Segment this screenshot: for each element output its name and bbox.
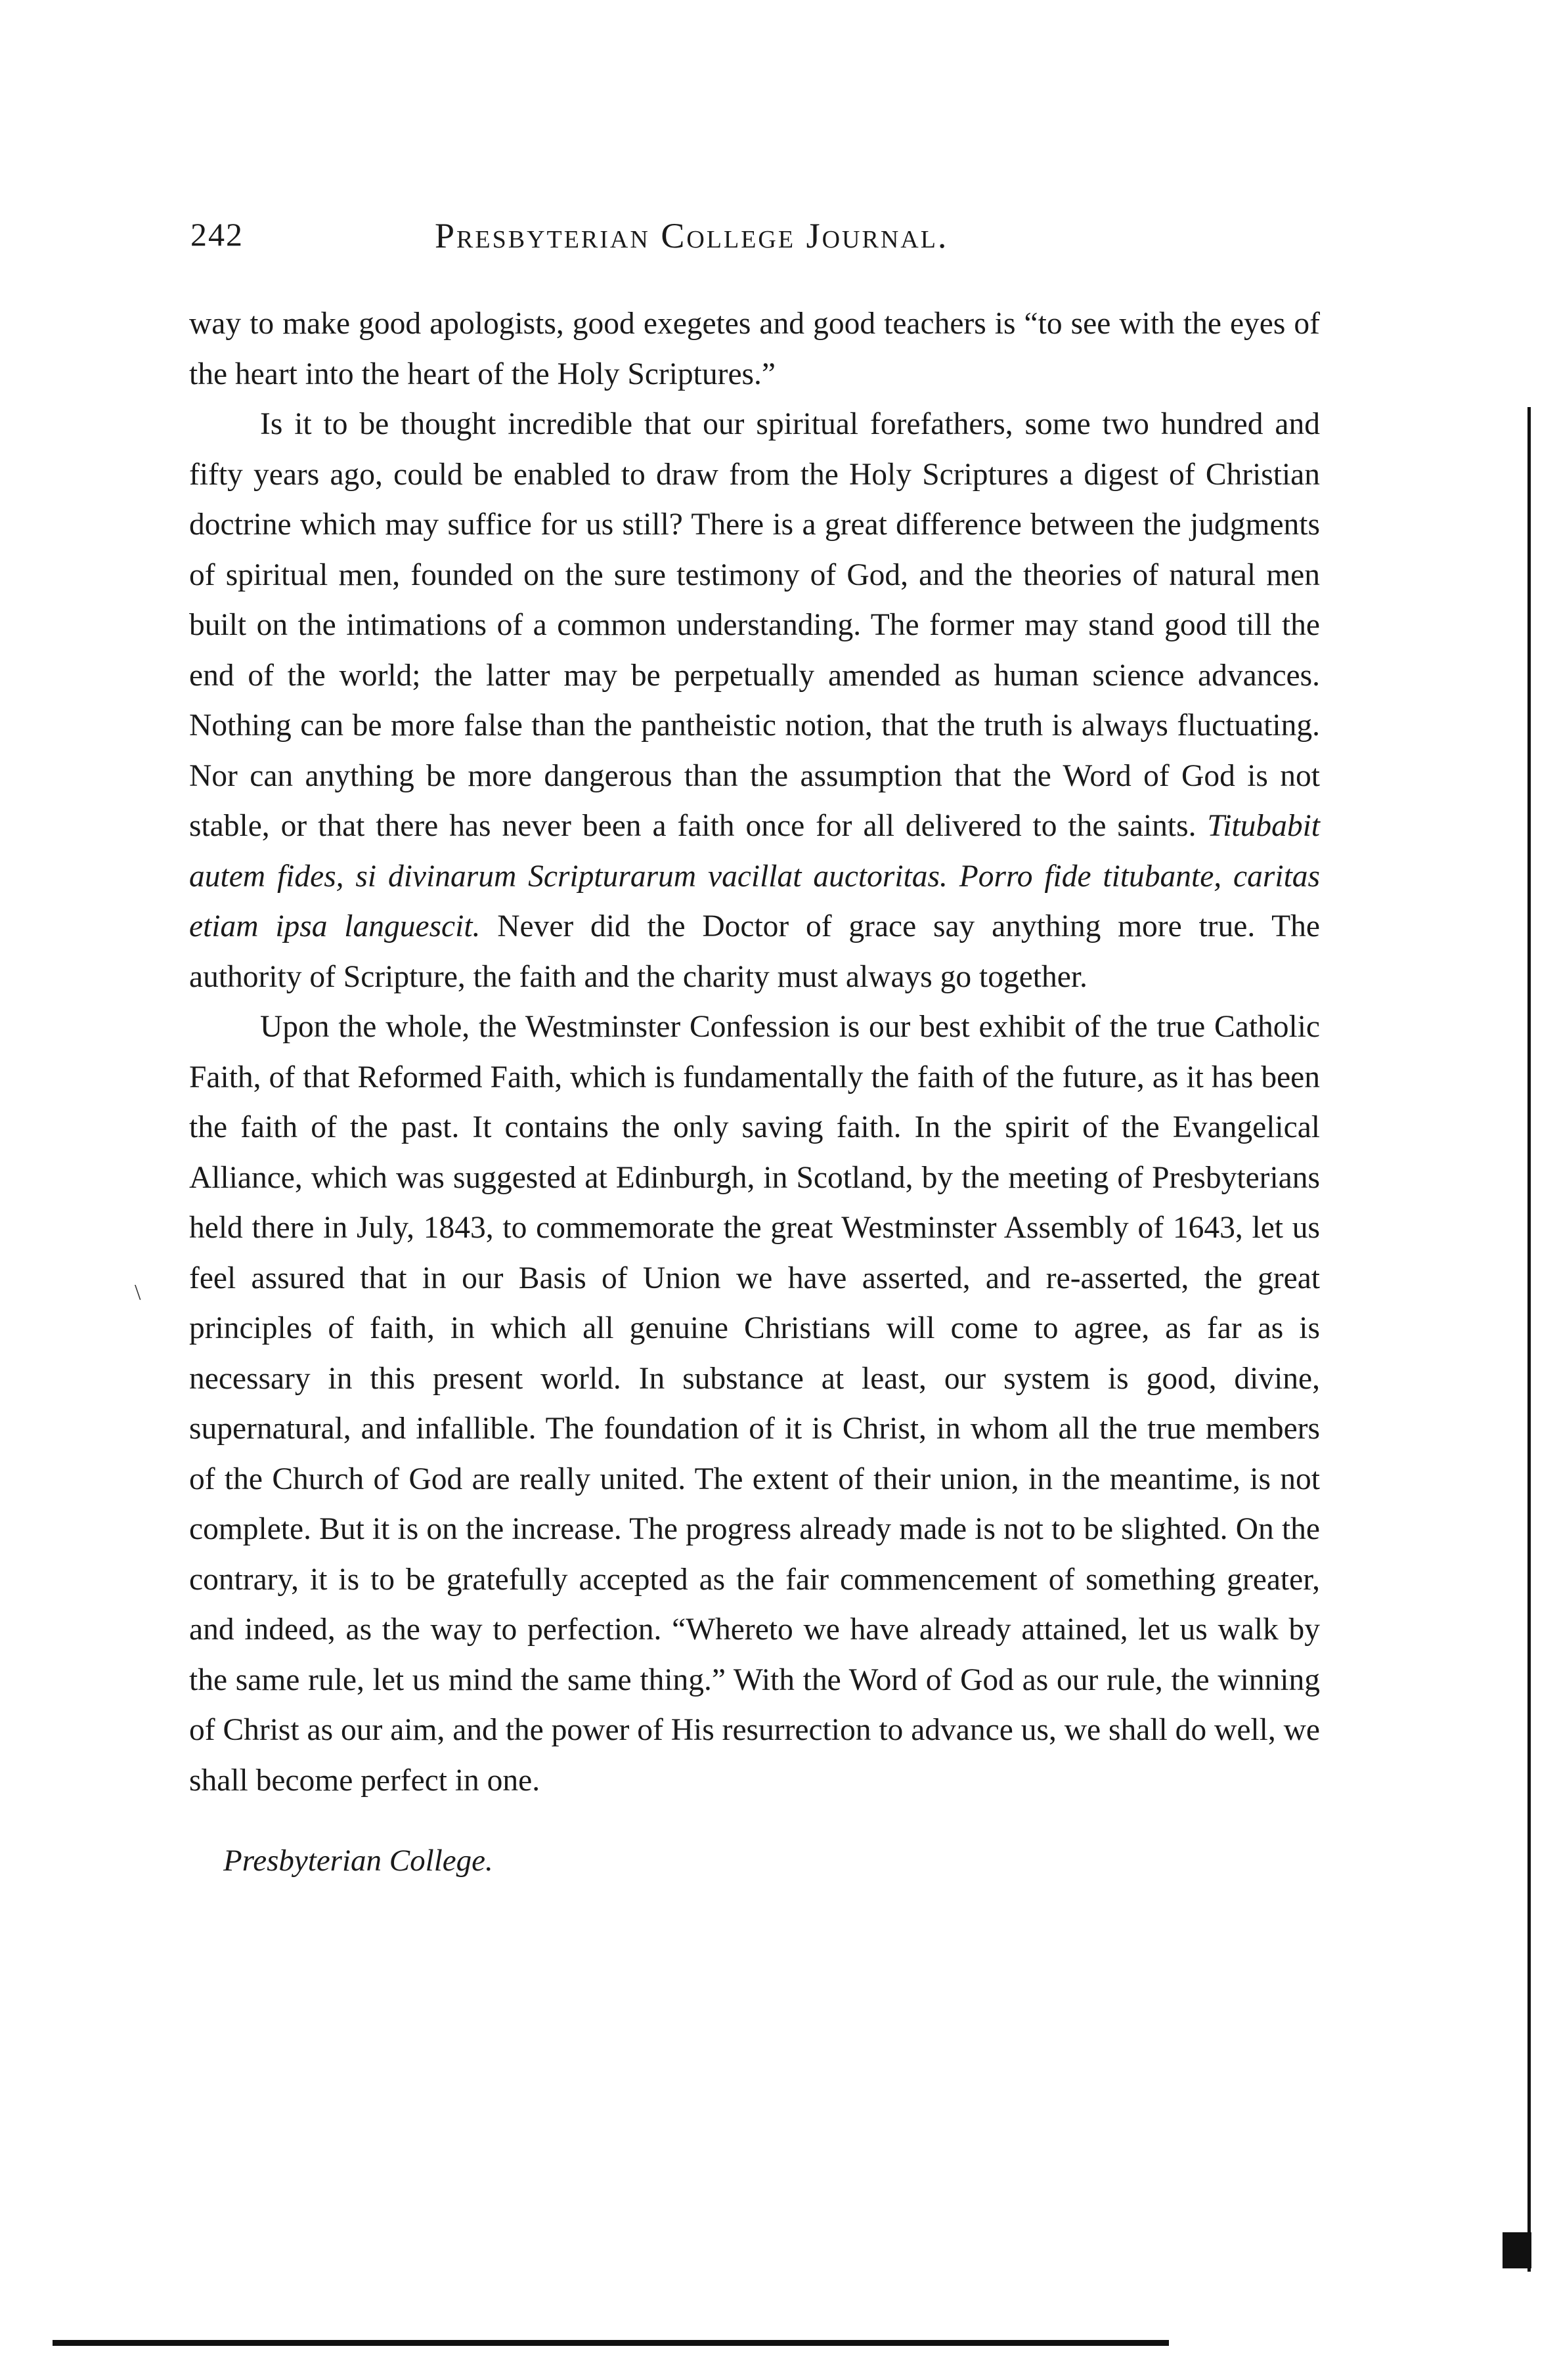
scan-edge-right-tail xyxy=(1503,2232,1531,2268)
paragraph-spiritual-forefathers xyxy=(189,399,1320,1002)
paragraph-text: Is it to be thought incredible that our spiritual forefathers, some two hundred and fifty years ago, could be enabled to draw from the Holy Scriptures a digest of Christian doctrine which may suffice for us still? There is a great difference between the judgments of spiritual men, founded on the sure testimony of God, and the theories of natural men built on the intimations of a common understanding. The former may stand good till the end of the world; the latter may be perpetually amended as human science advances. Nothing can be more false than the pantheistic notion, that the truth is always fluctuating. Nor can anything be more dangerous than the assumption that the Word of God is not stable, or that there has never been a faith once for all delivered to the saints. xyxy=(189,407,1320,843)
paragraph-westminster-confession: Upon the whole, the Westminster Confession is our best exhibit of the true Catholic Faith, of that Reformed Faith, which is fundamentally the faith of the future, as it has been the faith of the past. It contains the only saving faith. In the spirit of the Evangelical Alliance, which was suggested at Edinburgh, in Scotland, by the meeting of Presbyterians held there in July, 1843, to commemorate the great Westminster Assembly of 1643, let us feel assured that in our Basis of Union we have asserted, and re-asserted, the great principles of faith, in which all genuine Christians will come to agree, as far as is necessary in this present world. In substance at least, our system is good, divine, supernatural, and infallible. The foundation of it is Christ, in whom all the true members of the Church of God are really united. The extent of their union, in the meantime, is not complete. But it is on the increase. The progress already made is not to be slighted. On the contrary, it is to be gratefully accepted as the fair commencement of something greater, and indeed, as the way to perfection. “Whereto we have already attained, let us walk by the same rule, let us mind the same thing.” With the Word of God as our rule, the winning of Christ as our aim, and the power of His resurrection to advance us, we shall do well, we shall become perfect in one. xyxy=(189,1010,1320,1798)
signature: Presbyterian College. xyxy=(223,1844,493,1878)
paragraph-text: Never did the Doctor of grace say anything more true. The authority of Scripture, the faith and the charity must always go together. xyxy=(189,909,1320,994)
scan-edge-bottom xyxy=(53,2340,1169,2346)
page-header xyxy=(190,215,1333,274)
latin-quotation: Titubabit autem fides, si divinarum Scripturarum vacillat auctoritas. Porro fide titubante, caritas etiam ipsa languescit. xyxy=(189,809,1321,943)
body-text xyxy=(189,299,1320,1886)
scan-edge-right xyxy=(1527,407,1531,2272)
paragraph-continuation: way to make good apologists, good exegetes and good teachers is “to see with the eyes of the heart into the heart of the Holy Scriptures.” xyxy=(189,307,1320,391)
running-head: Presbyterian College Journal. xyxy=(435,216,949,255)
page-number: 242 xyxy=(190,216,244,253)
margin-mark: \ xyxy=(135,1280,141,1305)
